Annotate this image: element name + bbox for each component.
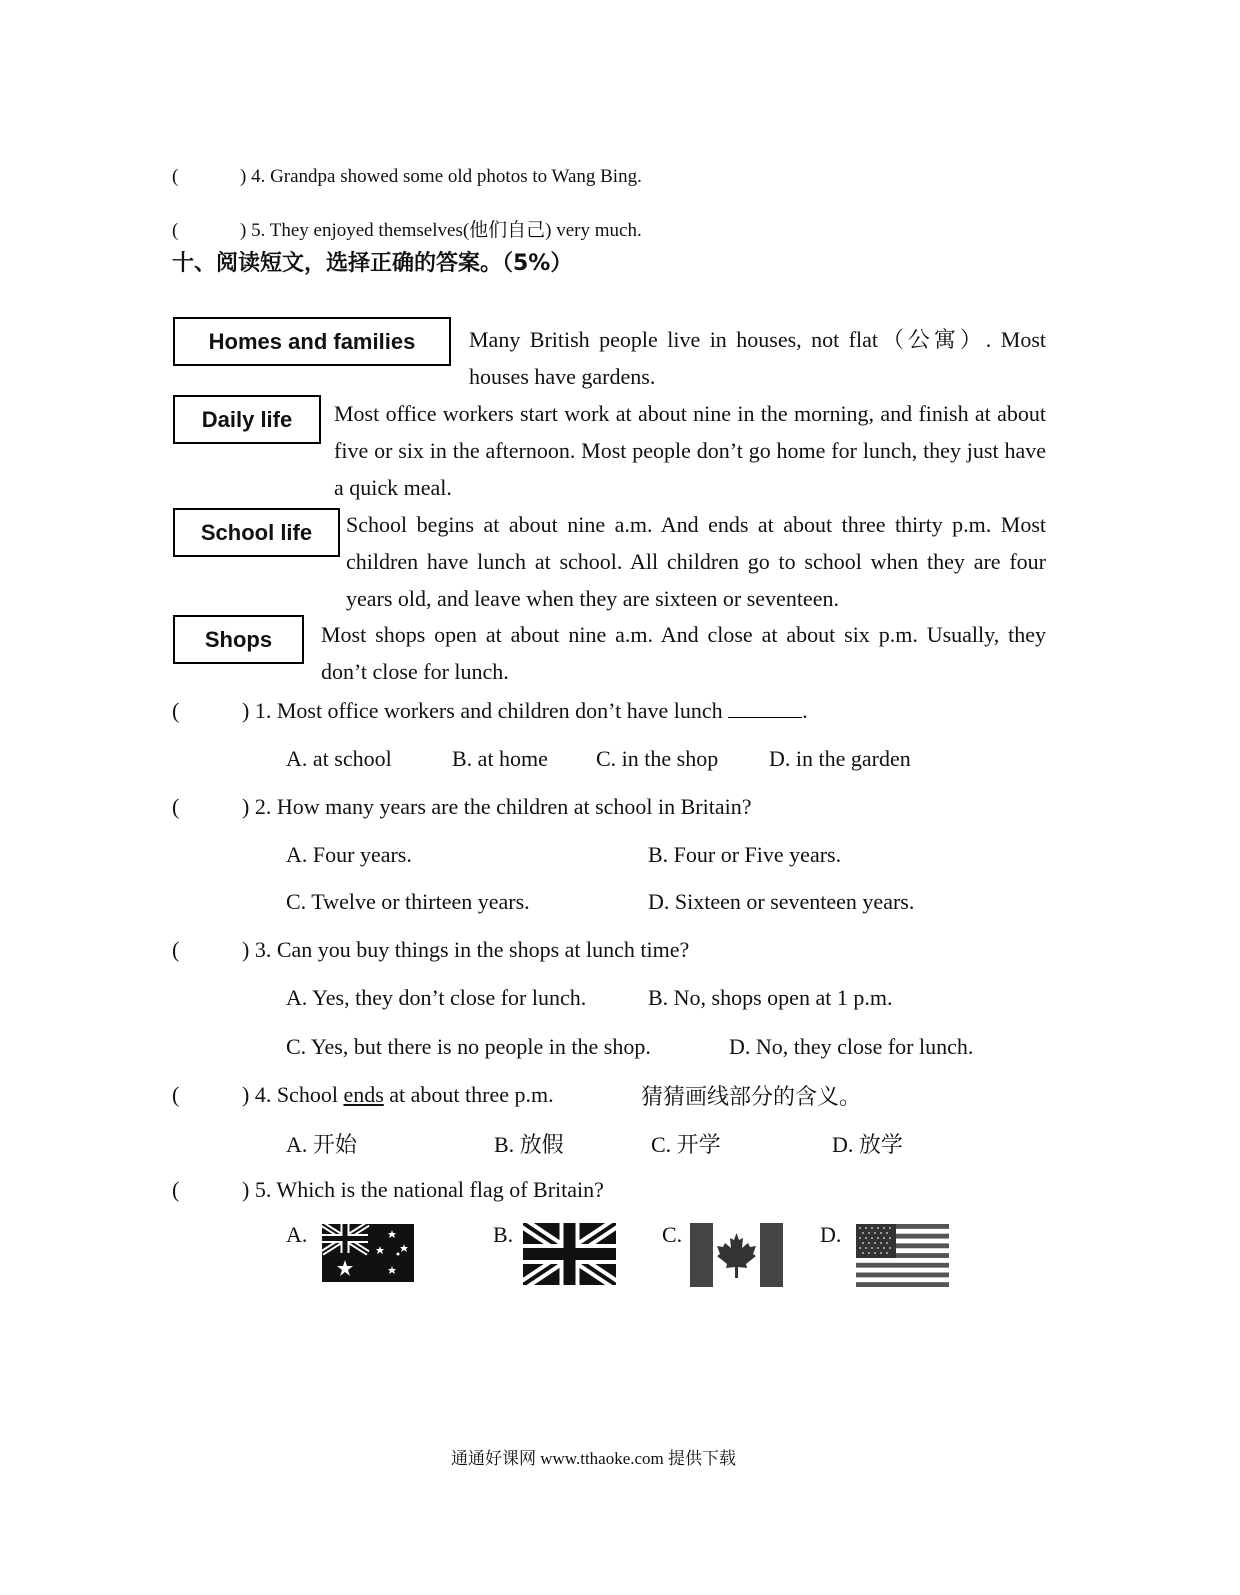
union-jack-flag	[523, 1223, 616, 1285]
question-text-end: at about three p.m.	[383, 1082, 554, 1107]
q1-option-c: C. in the shop	[596, 746, 719, 771]
q3-option-a: A. Yes, they don’t close for lunch.	[286, 985, 587, 1010]
q4-option-c: C. 开学	[651, 1132, 721, 1157]
answer-paren[interactable]: (	[172, 1082, 180, 1107]
underlined-word: ends	[343, 1082, 384, 1107]
q5-option-d: D.	[820, 1222, 842, 1247]
australia-flag	[322, 1224, 414, 1282]
question-3	[172, 937, 689, 963]
question-text: ) 2. How many years are the children at school in Britain?	[242, 794, 752, 819]
question-text: ) 4. School	[242, 1082, 344, 1107]
q5-option-a: A.	[286, 1222, 308, 1247]
q4-option-d: D. 放学	[832, 1132, 903, 1157]
q2-option-d: D. Sixteen or seventeen years.	[648, 889, 915, 914]
question-4	[172, 1082, 554, 1108]
answer-paren[interactable]: (	[172, 166, 179, 187]
q4-option-a: A. 开始	[286, 1132, 357, 1157]
q1-option-d: D. in the garden	[769, 746, 911, 771]
question-text: ) 5. Which is the national flag of Britain?	[242, 1177, 604, 1202]
label-homes-and-families: Homes and families	[173, 317, 451, 366]
q2-option-b: B. Four or Five years.	[648, 842, 842, 867]
passage-shops: Most shops open at about nine a.m. And close at about six p.m. Usually, they don’t close for lunch.	[321, 622, 1046, 684]
q2-option-c: C. Twelve or thirteen years.	[286, 889, 530, 914]
section-title: 十、阅读短文，选择正确的答案。（5%）	[172, 251, 573, 276]
question-5	[172, 1177, 604, 1203]
answer-paren[interactable]: (	[172, 698, 180, 723]
q1-option-a: A. at school	[286, 746, 392, 771]
q2-option-a: A. Four years.	[286, 842, 412, 867]
q5-option-b: B.	[493, 1222, 514, 1247]
tf-item-5	[172, 215, 642, 242]
q3-option-b: B. No, shops open at 1 p.m.	[648, 985, 893, 1010]
answer-blank	[728, 697, 802, 718]
answer-paren[interactable]: (	[172, 794, 180, 819]
question-text: ) 3. Can you buy things in the shops at lunch time?	[242, 937, 690, 962]
tf-item-text: ) 4. Grandpa showed some old photos to Wang Bing.	[240, 166, 642, 187]
passage-daily-life: Most office workers start work at about nine in the morning, and finish at about five or six in the afternoon. Most people don’t go home for lunch, they just have a quick meal.	[334, 401, 1046, 500]
label-school-life: School life	[173, 508, 340, 557]
answer-paren[interactable]: (	[172, 1177, 180, 1202]
usa-flag	[856, 1224, 949, 1287]
page-footer: 通通好课网 www.tthaoke.com 提供下载	[451, 1449, 737, 1468]
passage-homes-and-families: Many British people live in houses, not flat（公寓）. Most houses have gardens.	[469, 327, 1046, 389]
label-daily-life: Daily life	[173, 395, 321, 444]
question-1	[172, 697, 808, 724]
label-shops: Shops	[173, 615, 304, 664]
q3-option-c: C. Yes, but there is no people in the shop.	[286, 1034, 651, 1059]
canada-flag	[690, 1223, 783, 1287]
passage-school-life: School begins at about nine a.m. And ends at about three thirty p.m. Most children have lunch at school. All children go to school when they are four years old, and leave when they are sixteen or seventeen.	[346, 512, 1046, 611]
question-end: .	[802, 698, 808, 723]
q3-option-d: D. No, they close for lunch.	[729, 1034, 974, 1059]
question-hint: 猜猜画线部分的含义。	[641, 1084, 862, 1109]
answer-paren[interactable]: (	[172, 220, 179, 241]
answer-paren[interactable]: (	[172, 937, 180, 962]
q5-option-c: C.	[662, 1222, 683, 1247]
question-2	[172, 794, 752, 820]
q1-option-b: B. at home	[452, 746, 548, 771]
q4-option-b: B. 放假	[494, 1132, 564, 1157]
tf-item-text: ) 5. They enjoyed themselves(他们自己) very much.	[240, 220, 642, 241]
tf-item-4	[172, 166, 642, 188]
question-text: ) 1. Most office workers and children don’t have lunch	[242, 698, 723, 723]
